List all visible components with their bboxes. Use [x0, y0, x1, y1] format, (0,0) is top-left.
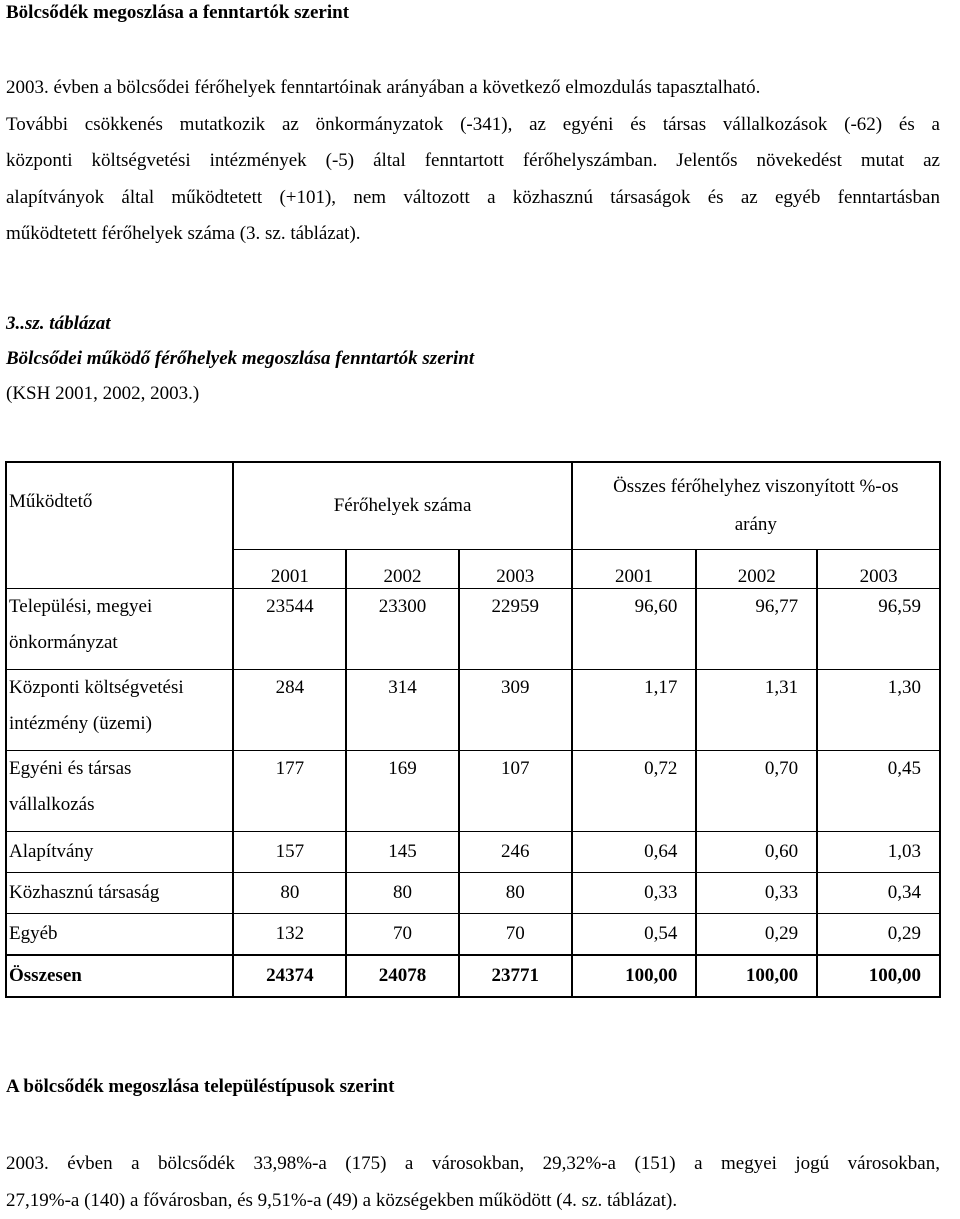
value-cell: 0,33 [696, 873, 817, 914]
value-cell: 80 [459, 873, 572, 914]
table-caption [6, 306, 474, 411]
value-cell: 96,59 [817, 589, 940, 670]
value-cell: 309 [459, 670, 572, 751]
row-label-line2: intézmény (üzemi) [9, 713, 152, 734]
value-cell: 96,60 [572, 589, 697, 670]
table-source: (KSH 2001, 2002, 2003.) [6, 376, 474, 411]
table-row [6, 873, 940, 914]
paragraph-line: További csökkenés mutatkozik az önkormányzatok (-341), az egyéni és társas vállalkozások (-62) és a [6, 107, 940, 144]
total-label: Összesen [6, 955, 233, 997]
value-cell: 1,03 [817, 832, 940, 873]
value-cell: 0,70 [696, 751, 817, 832]
table-header-row [6, 462, 940, 550]
paragraph-line: 2003. évben a bölcsődei férőhelyek fenntartóinak arányában a következő elmozdulás tapasztalható. [6, 70, 940, 107]
year-cell: 2001 [233, 550, 346, 589]
row-label-line1: Települési, megyei [9, 596, 152, 617]
value-cell: 177 [233, 751, 346, 832]
value-cell: 80 [233, 873, 346, 914]
row-label: Alapítvány [6, 832, 233, 873]
value-cell: 246 [459, 832, 572, 873]
total-value-cell: 100,00 [696, 955, 817, 997]
value-cell: 1,17 [572, 670, 697, 751]
value-cell: 0,33 [572, 873, 697, 914]
value-cell: 0,72 [572, 751, 697, 832]
row-label-line2: vállalkozás [9, 794, 94, 815]
year-cell: 2002 [346, 550, 459, 589]
row-label: Közhasznú társaság [6, 873, 233, 914]
header-operator: Működtető [6, 462, 233, 589]
header-ratio-line1: Összes férőhelyhez viszonyított %-os [613, 476, 898, 497]
year-cell: 2002 [696, 550, 817, 589]
table-row [6, 914, 940, 956]
value-cell: 96,77 [696, 589, 817, 670]
header-ratio [572, 462, 940, 550]
value-cell: 0,45 [817, 751, 940, 832]
value-cell: 70 [459, 914, 572, 956]
value-cell: 23300 [346, 589, 459, 670]
table-row [6, 670, 940, 751]
value-cell: 70 [346, 914, 459, 956]
table-title: Bölcsődei működő férőhelyek megoszlása fenntartók szerint [6, 341, 474, 376]
table-row [6, 589, 940, 670]
value-cell: 157 [233, 832, 346, 873]
paragraph-line: központi költségvetési intézmények (-5) által fenntartott férőhelyszámban. Jelentős növekedést mutat az [6, 143, 940, 180]
value-cell: 1,31 [696, 670, 817, 751]
total-value-cell: 23771 [459, 955, 572, 997]
total-value-cell: 24078 [346, 955, 459, 997]
value-cell: 0,29 [696, 914, 817, 956]
value-cell: 0,60 [696, 832, 817, 873]
total-value-cell: 24374 [233, 955, 346, 997]
paragraph-line: 2003. évben a bölcsődék 33,98%-a (175) a városokban, 29,32%-a (151) a megyei jogú városokban, [6, 1146, 940, 1183]
row-label-line1: Központi költségvetési [9, 677, 184, 698]
row-label-line1: Egyéni és társas [9, 758, 131, 779]
total-value-cell: 100,00 [817, 955, 940, 997]
value-cell: 0,34 [817, 873, 940, 914]
paragraph-line: alapítványok által működtetett (+101), nem változott a közhasznú társaságok és az egyéb fenntartásban [6, 180, 940, 217]
fenntartok-table [5, 461, 941, 998]
value-cell: 23544 [233, 589, 346, 670]
section1-heading: Bölcsődék megoszlása a fenntartók szerint [6, 0, 349, 26]
year-cell: 2003 [459, 550, 572, 589]
row-label: Egyéb [6, 914, 233, 956]
row-label [6, 751, 233, 832]
table-row [6, 751, 940, 832]
value-cell: 0,54 [572, 914, 697, 956]
table-number: 3..sz. táblázat [6, 306, 474, 341]
value-cell: 80 [346, 873, 459, 914]
value-cell: 145 [346, 832, 459, 873]
value-cell: 0,64 [572, 832, 697, 873]
year-cell: 2001 [572, 550, 697, 589]
value-cell: 169 [346, 751, 459, 832]
value-cell: 107 [459, 751, 572, 832]
paragraph-line: működtetett férőhelyek száma (3. sz. táblázat). [6, 216, 940, 253]
value-cell: 314 [346, 670, 459, 751]
table-total-row [6, 955, 940, 997]
total-value-cell: 100,00 [572, 955, 697, 997]
value-cell: 284 [233, 670, 346, 751]
paragraph-line: 27,19%-a (140) a fővárosban, és 9,51%-a (49) a községekben működött (4. sz. táblázat). [6, 1183, 940, 1219]
header-ratio-line2: arány [735, 514, 777, 535]
value-cell: 0,29 [817, 914, 940, 956]
row-label [6, 589, 233, 670]
section2-paragraph [6, 1146, 940, 1219]
value-cell: 22959 [459, 589, 572, 670]
section1-paragraph [6, 70, 940, 253]
row-label [6, 670, 233, 751]
value-cell: 132 [233, 914, 346, 956]
year-cell: 2003 [817, 550, 940, 589]
row-label-line2: önkormányzat [9, 632, 118, 653]
value-cell: 1,30 [817, 670, 940, 751]
section2-heading: A bölcsődék megoszlása településtípusok szerint [6, 1074, 394, 1100]
table-row [6, 832, 940, 873]
header-places: Férőhelyek száma [233, 462, 571, 550]
